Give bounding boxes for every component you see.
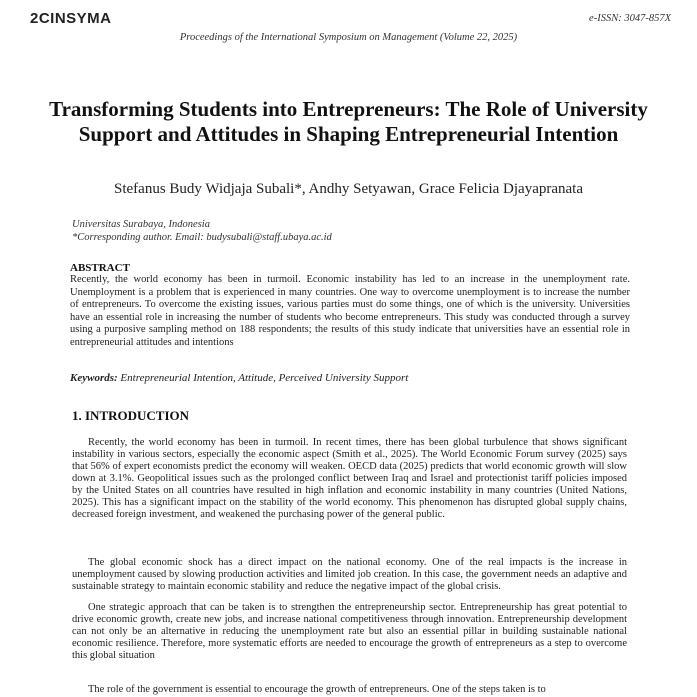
keywords-text: Entrepreneurial Intention, Attitude, Perceived University Support: [117, 372, 409, 384]
issn-label: e-ISSN: 3047-857X: [589, 13, 671, 24]
abstract-text: Recently, the world economy has been in turmoil. Economic instability has led to an increase in the unemployment rate. Unemployment is a problem that is experienced in many countries. One way to overcome unemployment is to increase the number of entrepreneurs. To overcome the existing issues, various parties must do some things, one of which is the university. Universities have an essential role in increasing the number of students who become entrepreneurs. This study was conducted through a survey using a purposive sampling method on 188 respondents; the results of this study indicate that universities have an essential role in entrepreneurial attitudes and intentions: [70, 274, 630, 348]
corresponding-author: *Corresponding author. Email: budysubali@staff.ubaya.ac.id: [72, 232, 332, 243]
affiliation-block: [72, 218, 332, 244]
page-header: [30, 10, 671, 30]
intro-paragraph: The global economic shock has a direct impact on the national economy. One of the real impacts is the increase in unemployment caused by slowing production activities and limited job creation. In this case, the government needs an adaptive and sustainable strategy to maintain economic stability and reduce the negative impact of the global crisis.: [72, 557, 627, 592]
intro-paragraph: Recently, the world economy has been in turmoil. In recent times, there has been global turbulence that shows significant instability in various sectors, especially the economic aspect (Smith et al., 2025). The World Economic Forum survey (2025) says that 56% of expert economists predict the economy will weaken. OECD data (2025) predicts that world economic growth will slow down at 3.1%. Geopolitical issues such as the prolonged conflict between Iraq and Israel and protectionist tariff policies imposed by the United States on all countries have resulted in high inflation and economic instability in many countries (United Nations, 2025). This has a significant impact on the stability of the world economy. This phenomenon has disrupted global supply chains, decreased foreign investment, and weakened the purchasing power of the general public.: [72, 437, 627, 520]
author-list: Stefanus Budy Widjaja Subali*, Andhy Setyawan, Grace Felicia Djayapranata: [114, 181, 583, 197]
proceedings-line: Proceedings of the International Symposium on Management (Volume 22, 2025): [179, 32, 518, 43]
paper-title: Transforming Students into Entrepreneurs: The Role of University Support and Attitudes in Shaping Entrepreneurial Intention: [49, 97, 648, 146]
affiliation-university: Universitas Surabaya, Indonesia: [72, 219, 210, 230]
keywords-line: [70, 372, 408, 384]
abstract-heading: ABSTRACT: [70, 262, 130, 274]
intro-paragraph: One strategic approach that can be taken is to strengthen the entrepreneurship sector. Entrepreneurship has great potential to drive economic growth, create new jobs, and increase national competitiveness through innovation. Entrepreneurship development can not only be an alternative in reducing the unemployment rate but also an essential pillar in building sustainable national economic resilience. Therefore, more systematic efforts are needed to encourage the growth of entrepreneurs as a step to overcome this global situation: [72, 602, 627, 661]
intro-paragraph: The role of the government is essential to encourage the growth of entrepreneurs. One of the steps taken is to: [88, 684, 546, 695]
introduction-heading: 1. INTRODUCTION: [72, 408, 190, 423]
keywords-label: Keywords:: [70, 372, 118, 384]
conference-logo: 2CINSYMA: [30, 10, 112, 27]
